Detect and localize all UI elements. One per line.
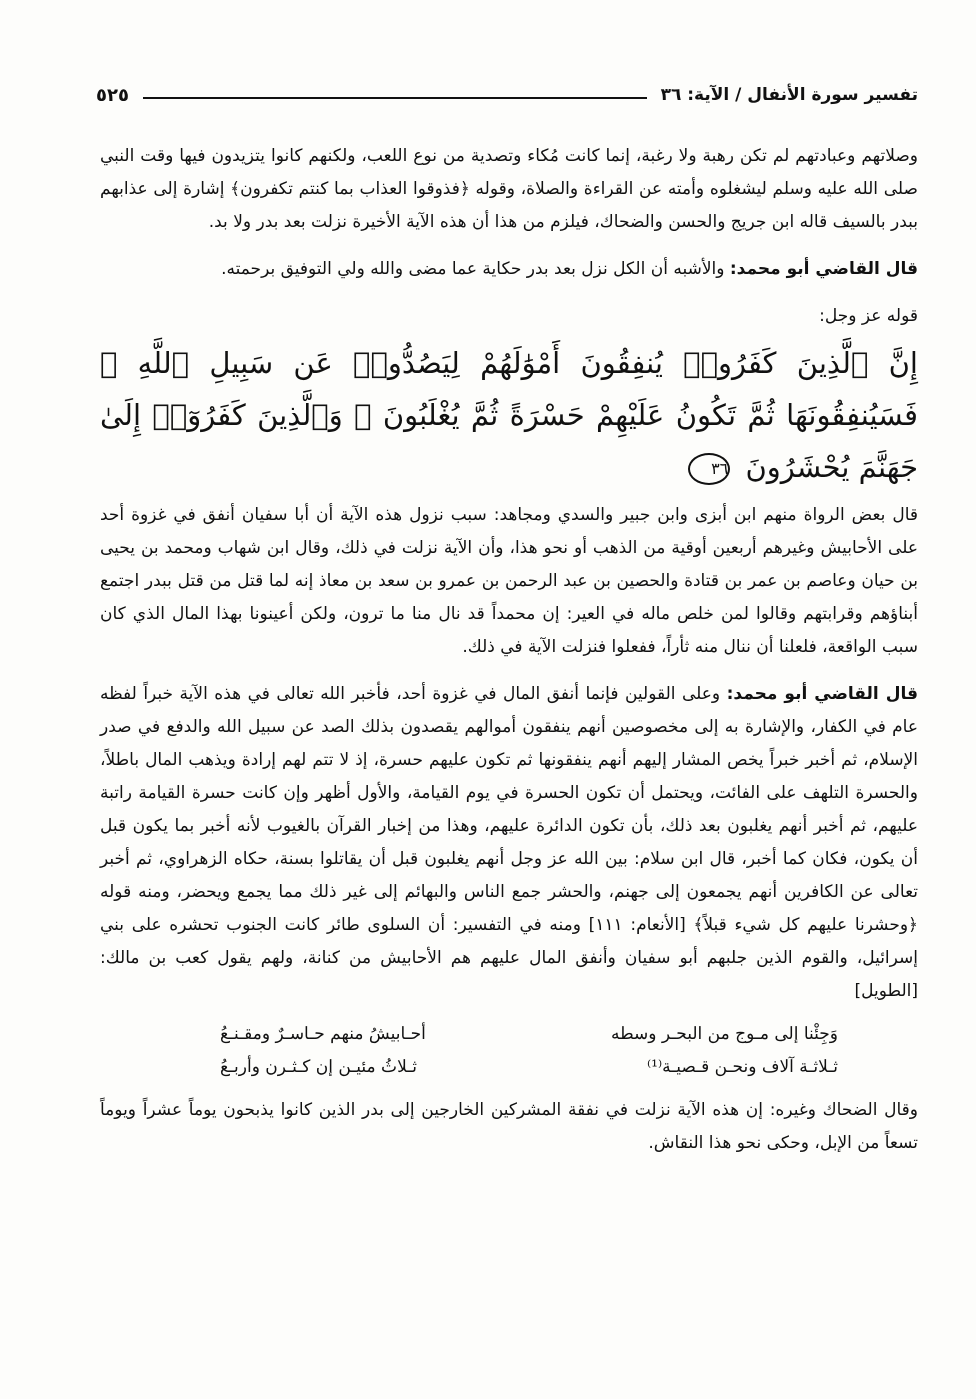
paragraph-5-lead: قال القاضي أبو محمد: (726, 684, 918, 704)
paragraph-4: قال بعض الرواة منهم ابن أبزى وابن جبير والسدي ومجاهد: سبب نزول هذه الآية أن أبا سفيان أنفق في غزوة أحد على الأحابيش وغيرهم أربعين أوقية من الذهب أو نحو هذا، وأن الآية نزلت في ذلك، وقال ابن شهاب ومحمد بن يحيى بن حيان وعاصم بن عمر بن قتادة والحصين بن عبد الرحمن بن عمرو بن سعد بن معاذ إنه لما قتل من قتل ببدر اجتمع أبناؤهم وقرابتهم وقالوا لمن خلص ماله في العير: إن محمداً قد نال منا ما ترون، ولكن أعينونا بهذا المال الذي كان سبب الواقعة، فلعلنا أن ننال منه ثأراً، ففعلوا فنزلت الآية في ذلك. (100, 505, 918, 657)
poem-line-1-left: أحـابيشُ منهم حـاسـرٌ ومقـنـعُ (220, 1024, 426, 1044)
poem-line-1-right: وَجِئْنا إلى مـوج من البحـر وسطه (610, 1024, 838, 1044)
poem-line-2-left: ثـلاثُ مئيـن إن كـثـرن وأربـعُ (220, 1057, 417, 1077)
header-rule (143, 97, 647, 99)
paragraph-6: وقال الضحاك وغيره: إن هذه الآية نزلت في نفقة المشركين الخارجين إلى بدر الذين كانوا يذبحون يوماً عشراً ويوماً تسعاً من الإبل، وحكى نحو هذا النقاش. (100, 1100, 918, 1153)
ayah-number-marker: ٣٦ (688, 453, 730, 485)
poem-line-2 (100, 1051, 918, 1084)
paragraph-5 (100, 678, 918, 1008)
paragraph-3: قوله عز وجل: (819, 306, 918, 326)
paragraph-1: وصلاتهم وعبادتهم لم تكن رهبة ولا رغبة، إنما كانت مُكاء وتصدية من نوع اللعب، ولكنهم كانوا يتزيدون فيها وقت النبي صلى الله عليه وسلم ليشغلوه وأمته عن القراءة والصلاة، وقوله ﴿فذوقوا العذاب بما كنتم تكفرون﴾ إشارة إلى عذابهم ببدر بالسيف قاله ابن جريج والحسن والضحاك، فيلزم من هذا أن هذه الآية الأخيرة نزلت بعد بدر ولا بد. (100, 146, 918, 232)
page-body (100, 140, 918, 1160)
poem (100, 1018, 918, 1084)
quran-verse (100, 337, 918, 493)
paragraph-2-text: والأشبه أن الكل نزل بعد بدر حكاية عما مضى والله ولي التوفيق برحمته. (221, 259, 730, 279)
quran-verse-text: إِنَّ ٱلَّذِينَ كَفَرُوا۟ يُنفِقُونَ أَمْوَٰلَهُمْ لِيَصُدُّوا۟ عَن سَبِيلِ ٱللَّهِ ۚ فَسَيُنفِقُونَهَا ثُمَّ تَكُونُ عَلَيْهِمْ حَسْرَةً ثُمَّ يُغْلَبُونَ ۗ وَٱلَّذِينَ كَفَرُوٓا۟ إِلَىٰ جَهَنَّمَ يُحْشَرُونَ (100, 346, 918, 484)
paragraph-5-text: وعلى القولين فإنما أنفق المال في غزوة أحد، فأخبر الله تعالى في هذه الآية خبراً لفظه عام في الكفار، والإشارة به إلى مخصوصين أنهم ينفقون أموالهم يقصدون بذلك الصد عن سبيل الله والدفع في صدر الإسلام، ثم أخبر خبراً يخص المشار إليهم أنهم ينفقونها ثم تكون عليهم حسرة، إذ لا تتم لهم إرادة ويذهب المال باطلاً، والحسرة التلهف على الفائت، ويحتمل أن تكون الحسرة في يوم القيامة، والأول أظهر وإن كانت حسرة القيامة راتبة عليهم، ثم أخبر أنهم يغلبون بعد ذلك، بأن تكون الدائرة عليهم، وهذا من إخبار القرآن بالغيوب لأنه أخبر بما يكون قبل أن يكون، فكان كما أخبر، قال ابن سلام: بين الله عز وجل أنهم يغلبون قبل أن يقاتلوا بسنة، حكاه الزهراوي، ثم أخبر تعالى عن الكافرين أنهم يجمعون إلى جهنم، والحشر جمع الناس والبهائم إلى غير ذلك مما يجمع ويحضر، ومنه قوله ﴿وحشرنا عليهم كل شيء قبلاً﴾ [الأنعام: ١١١] ومنه في التفسير: أن السلوى طائر كانت الجنوب تحشره على بني إسرائيل، والقوم الذين جلبهم أبو سفيان وأنفق المال عليهم هم الأحابيش من كنانة، ولهم يقول كعب بن مالك: [الطويل] (100, 684, 918, 1001)
header-title: تفسير سورة الأنفال / الآية: ٣٦ (660, 85, 918, 105)
paragraph-2-lead: قال القاضي أبو محمد: (729, 259, 918, 279)
paragraph-2 (100, 253, 918, 286)
page-header (96, 78, 918, 112)
poem-line-1 (100, 1018, 918, 1051)
page-number: ٥٢٥ (96, 84, 129, 106)
poem-line-2-right: ثـلاثـة آلاف ونحـن قـصيـة⁽¹⁾ (646, 1057, 838, 1077)
